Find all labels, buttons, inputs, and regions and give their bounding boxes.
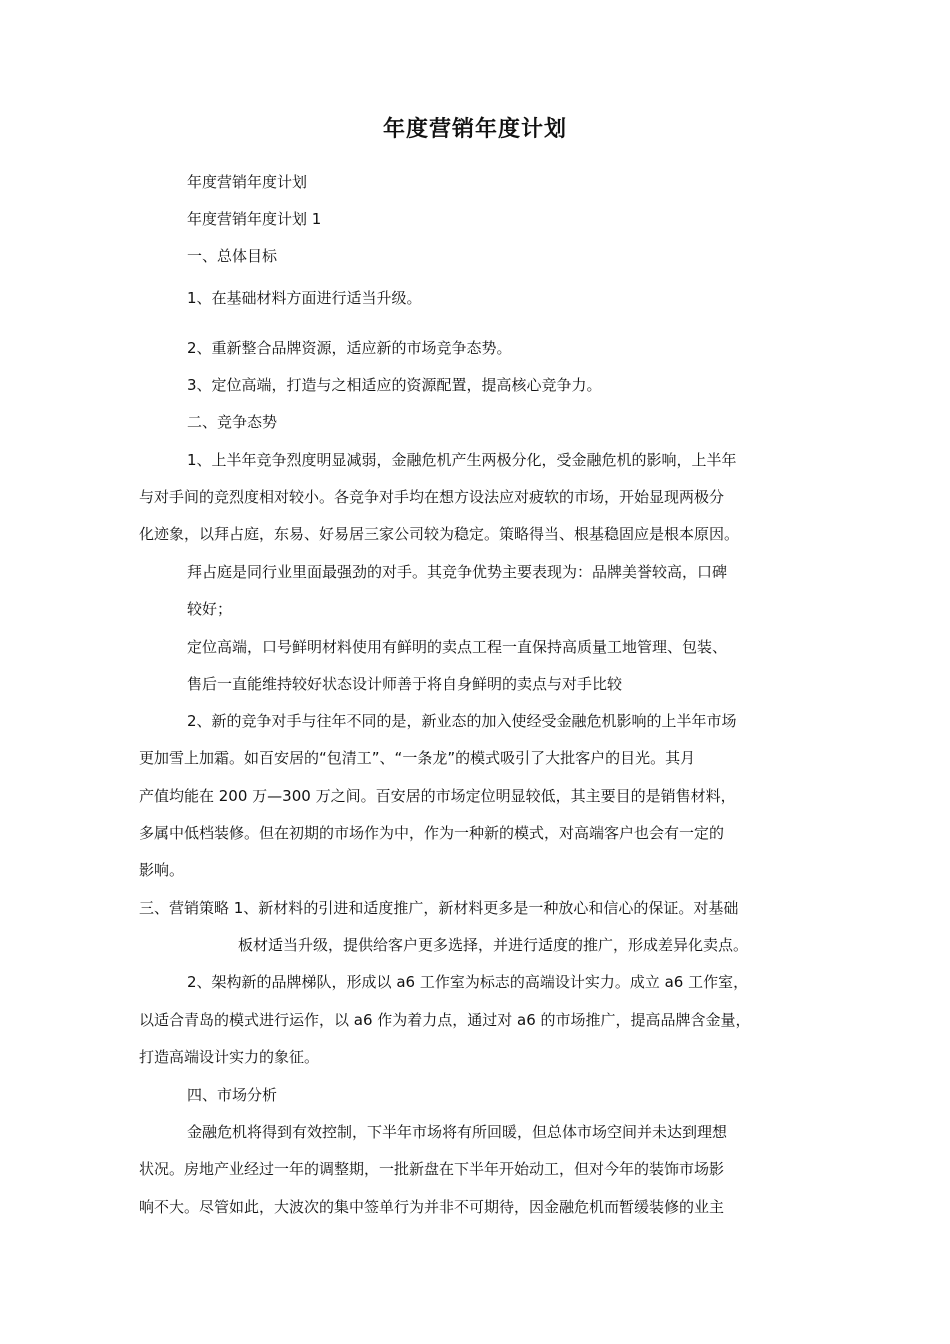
paragraph-line: 3、定位高端，打造与之相适应的资源配置，提高核心竞争力。 [187,376,602,394]
document-title: 年度营销年度计划 [382,117,567,142]
paragraph-line: 响不大。尽管如此，大波次的集中签单行为并非不可期待，因金融危机而暂缓装修的业主 [139,1198,725,1216]
paragraph-line: 金融危机将得到有效控制，下半年市场将有所回暖，但总体市场空间并未达到理想 [187,1123,728,1141]
paragraph-line: 状况。房地产业经过一年的调整期，一批新盘在下半年开始动工，但对今年的装饰市场影 [139,1160,725,1178]
paragraph-line: 与对手间的竞烈度相对较小。各竞争对手均在想方设法应对疲软的市场，开始显现两极分 [139,488,725,506]
section-heading-market: 四、市场分析 [187,1086,278,1104]
paragraph-line: 更加雪上加霜。如百安居的“包清工”、“一条龙”的模式吸引了大批客户的目光。其月 [139,749,696,767]
paragraph-line: 2、架构新的品牌梯队，形成以 a6 工作室为标志的高端设计实力。成立 a6 工作室， [187,973,749,991]
section-heading-strategy: 三、营销策略 1、新材料的引进和适度推广，新材料更多是一种放心和信心的保证。对基础 [139,899,739,917]
subtitle: 年度营销年度计划 [187,173,308,191]
paragraph-line: 2、重新整合品牌资源，适应新的市场竞争态势。 [187,339,512,357]
paragraph-line: 以适合青岛的模式进行运作，以 a6 作为着力点，通过对 a6 的市场推广，提高品牌含金量， [139,1011,751,1029]
paragraph-line: 1、上半年竞争烈度明显减弱，金融危机产生两极分化，受金融危机的影响，上半年 [187,451,737,469]
paragraph-line: 板材适当升级，提供给客户更多选择，并进行适度的推广，形成差异化卖点。 [238,936,749,954]
paragraph-line: 影响。 [139,861,185,879]
paragraph-line: 化迹象，以拜占庭，东易、好易居三家公司较为稳定。策略得当、根基稳固应是根本原因。 [139,525,740,543]
paragraph-line: 2、新的竞争对手与往年不同的是，新业态的加入使经受金融危机影响的上半年市场 [187,712,737,730]
paragraph-line: 产值均能在 200 万—300 万之间。百安居的市场定位明显较低，其主要目的是销售材料， [139,787,736,805]
paragraph-line: 多属中低档装修。但在初期的市场作为中，作为一种新的模式，对高端客户也会有一定的 [139,824,725,842]
paragraph-line: 拜占庭是同行业里面最强劲的对手。其竞争优势主要表现为：品牌美誉较高，口碑 [187,563,728,581]
paragraph-line: 较好； [187,600,233,618]
paragraph-line: 售后一直能维持较好状态设计师善于将自身鲜明的卖点与对手比较 [187,675,623,693]
paragraph-line: 定位高端，口号鲜明材料使用有鲜明的卖点工程一直保持高质量工地管理、包装、 [187,638,728,656]
section-heading-competition: 二、竞争态势 [187,413,278,431]
paragraph-line: 打造高端设计实力的象征。 [139,1048,320,1066]
plan-heading: 年度营销年度计划 1 [187,210,322,228]
paragraph-line: 1、在基础材料方面进行适当升级。 [187,289,422,307]
section-heading-goals: 一、总体目标 [187,247,278,265]
